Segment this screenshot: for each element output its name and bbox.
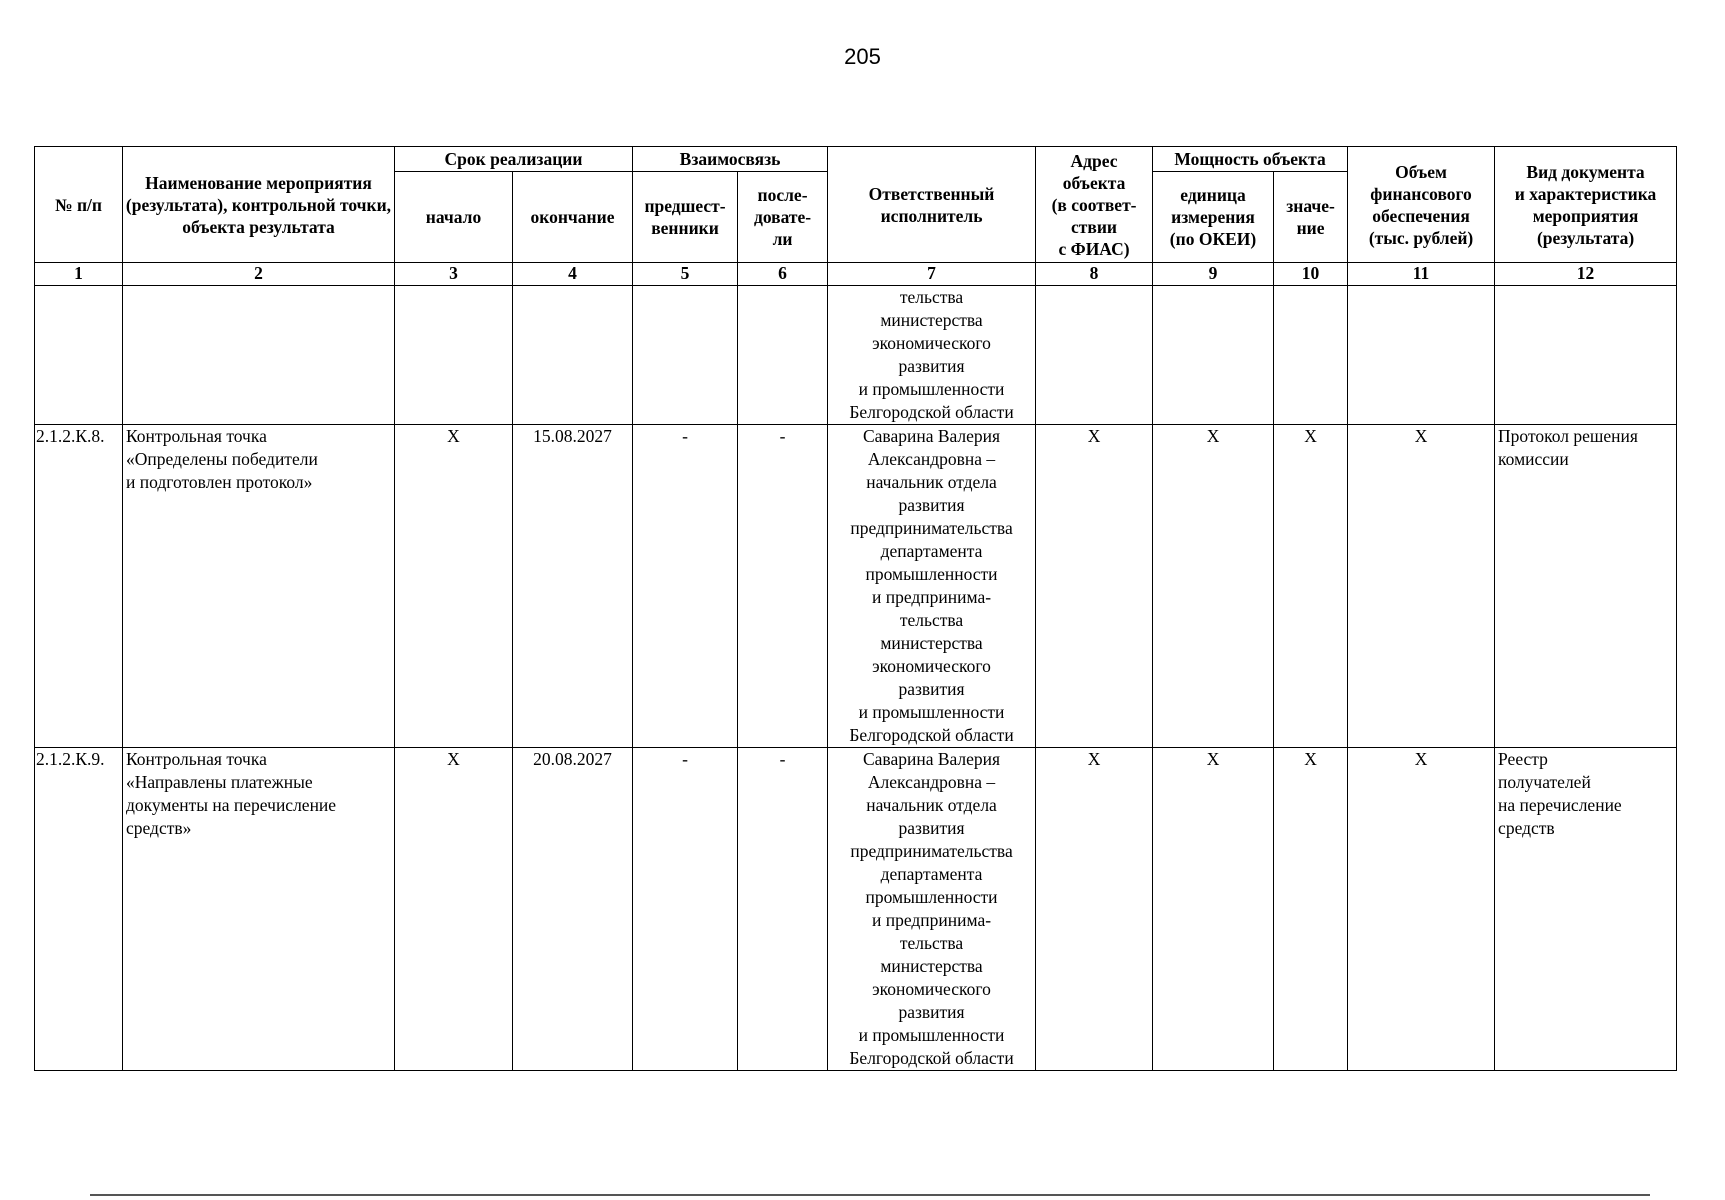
table-row-continuation — [35, 286, 1677, 425]
header-doc-type: Вид документа и характеристика мероприятия (результата) — [1495, 147, 1677, 263]
cell-address: X — [1036, 748, 1153, 1071]
cell-funding: X — [1348, 748, 1495, 1071]
plan-table — [34, 146, 1677, 1071]
cell-start: X — [395, 425, 513, 748]
header-capacity-unit: единица измерения (по ОКЕИ) — [1153, 172, 1274, 263]
table-row — [35, 425, 1677, 748]
header-period-end: окончание — [513, 172, 633, 263]
cell-executor: Саварина Валерия Александровна – начальник отдела развития предпринимательства департамента промышленности и предпринима- тельства министерства экономического развития и промышленности Белгородской области — [828, 748, 1036, 1071]
cell-name — [123, 286, 395, 425]
cell-funding: X — [1348, 425, 1495, 748]
header-relation: Взаимосвязь — [633, 147, 828, 172]
cell-next: - — [738, 748, 828, 1071]
cell-start: X — [395, 748, 513, 1071]
cell-executor: Саварина Валерия Александровна – начальник отдела развития предпринимательства департамента промышленности и предпринима- тельства министерства экономического развития и промышленности Белгородской области — [828, 425, 1036, 748]
cell-unit — [1153, 286, 1274, 425]
column-number: 10 — [1274, 263, 1348, 286]
column-number: 1 — [35, 263, 123, 286]
header-relation-prev: предшест- венники — [633, 172, 738, 263]
cell-end: 15.08.2027 — [513, 425, 633, 748]
column-number-row — [35, 263, 1677, 286]
cell-doc — [1495, 286, 1677, 425]
header-period: Срок реализации — [395, 147, 633, 172]
cell-start — [395, 286, 513, 425]
column-number: 6 — [738, 263, 828, 286]
column-number: 3 — [395, 263, 513, 286]
page-number: 205 — [844, 44, 881, 69]
cell-num — [35, 286, 123, 425]
header-address: Адрес объекта (в соответ- ствии с ФИАС) — [1036, 147, 1153, 263]
column-number: 4 — [513, 263, 633, 286]
cell-unit: X — [1153, 748, 1274, 1071]
cell-name: Контрольная точка «Направлены платежные документы на перечисление средств» — [123, 748, 395, 1071]
scan-edge-line — [90, 1194, 1650, 1196]
header-row-1 — [35, 147, 1677, 172]
column-number: 7 — [828, 263, 1036, 286]
cell-funding — [1348, 286, 1495, 425]
cell-doc: Реестр получателей на перечисление средств — [1495, 748, 1677, 1071]
cell-address: X — [1036, 425, 1153, 748]
header-funding: Объем финансового обеспечения (тыс. рублей) — [1348, 147, 1495, 263]
cell-num: 2.1.2.К.8. — [35, 425, 123, 748]
cell-doc: Протокол решения комиссии — [1495, 425, 1677, 748]
cell-executor: тельства министерства экономического развития и промышленности Белгородской области — [828, 286, 1036, 425]
column-number: 5 — [633, 263, 738, 286]
header-capacity: Мощность объекта — [1153, 147, 1348, 172]
header-period-start: начало — [395, 172, 513, 263]
cell-name: Контрольная точка «Определены победители и подготовлен протокол» — [123, 425, 395, 748]
column-number: 12 — [1495, 263, 1677, 286]
cell-value — [1274, 286, 1348, 425]
cell-end — [513, 286, 633, 425]
column-number: 2 — [123, 263, 395, 286]
cell-next — [738, 286, 828, 425]
column-number: 9 — [1153, 263, 1274, 286]
cell-end: 20.08.2027 — [513, 748, 633, 1071]
cell-next: - — [738, 425, 828, 748]
table-row — [35, 748, 1677, 1071]
header-name: Наименование мероприятия (результата), контрольной точки, объекта результата — [123, 147, 395, 263]
cell-address — [1036, 286, 1153, 425]
column-number: 8 — [1036, 263, 1153, 286]
cell-prev: - — [633, 425, 738, 748]
header-num: № п/п — [35, 147, 123, 263]
header-capacity-value: значе- ние — [1274, 172, 1348, 263]
cell-unit: X — [1153, 425, 1274, 748]
cell-num: 2.1.2.К.9. — [35, 748, 123, 1071]
cell-prev: - — [633, 748, 738, 1071]
cell-value: X — [1274, 425, 1348, 748]
cell-value: X — [1274, 748, 1348, 1071]
column-number: 11 — [1348, 263, 1495, 286]
header-relation-next: после- довате- ли — [738, 172, 828, 263]
header-executor: Ответственный исполнитель — [828, 147, 1036, 263]
cell-prev — [633, 286, 738, 425]
